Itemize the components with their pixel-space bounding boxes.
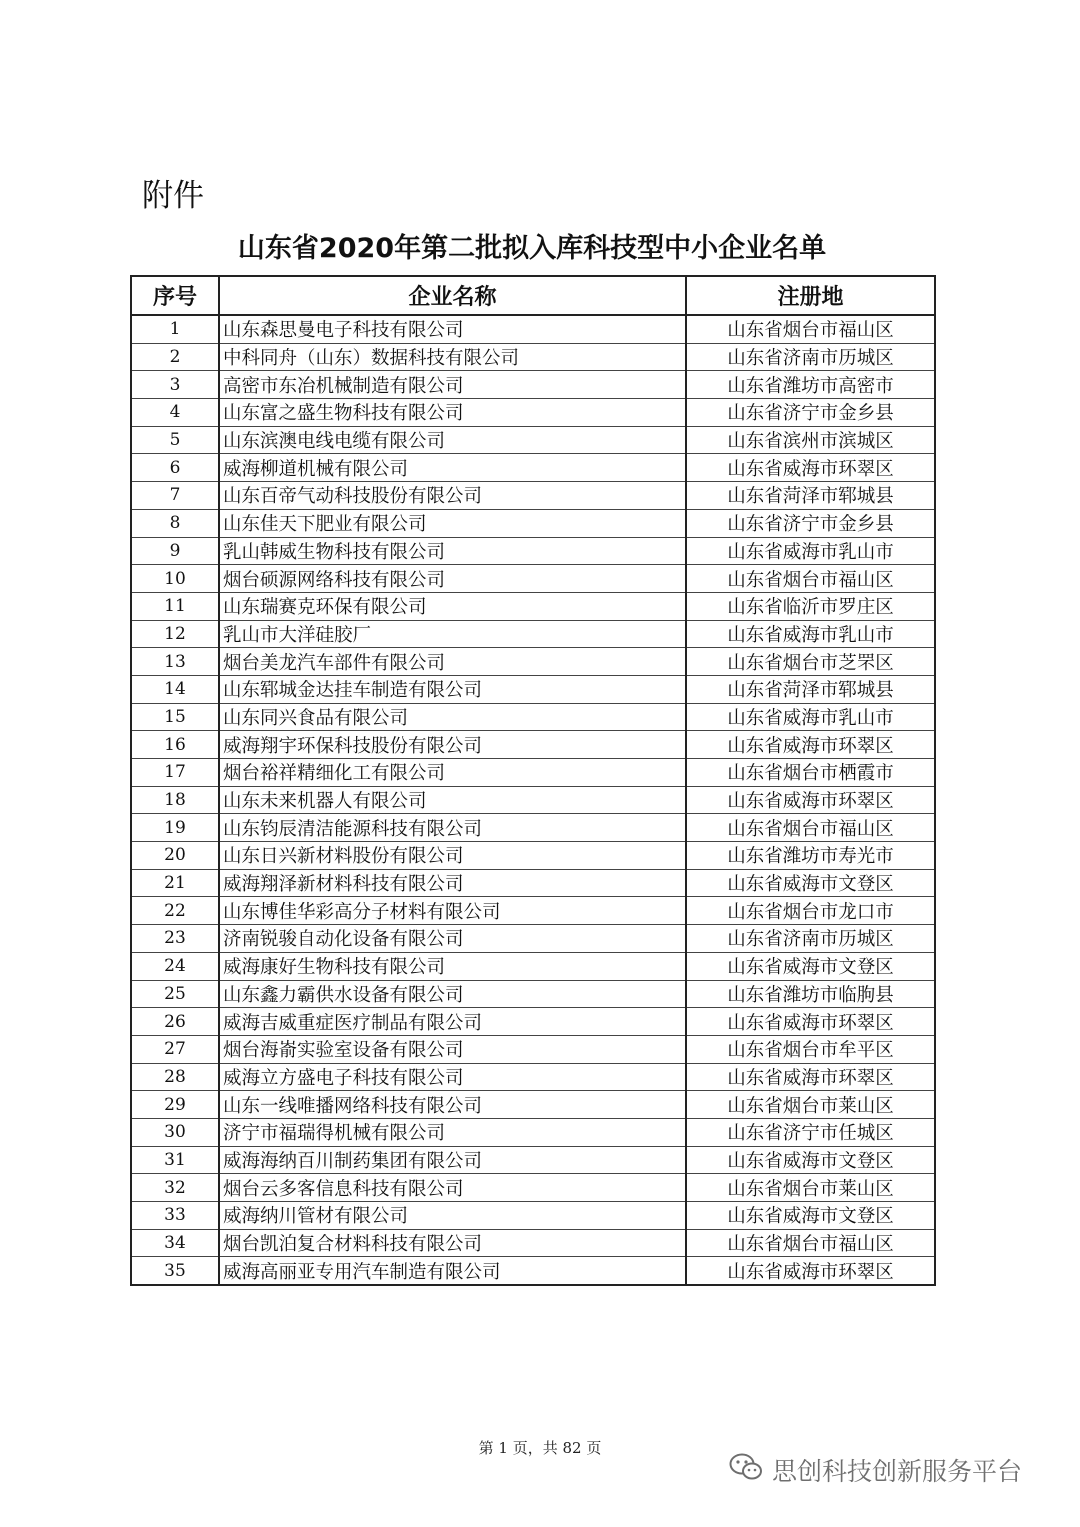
registration-place-cell: 山东省烟台市芝罘区 xyxy=(686,648,935,676)
registration-place-cell: 山东省威海市环翠区 xyxy=(686,1257,935,1285)
company-name-cell: 山东佳天下肥业有限公司 xyxy=(219,509,686,537)
company-name-cell: 烟台云多客信息科技有限公司 xyxy=(219,1174,686,1202)
table-row xyxy=(131,482,935,510)
table-row xyxy=(131,1174,935,1202)
serial-number-cell: 14 xyxy=(131,675,219,703)
table-row xyxy=(131,1091,935,1119)
table-row xyxy=(131,1202,935,1230)
registration-place-cell: 山东省临沂市罗庄区 xyxy=(686,592,935,620)
serial-number-cell: 25 xyxy=(131,980,219,1008)
page-number: 第 1 页，共 82 页 xyxy=(478,1439,602,1457)
registration-place-cell: 山东省威海市文登区 xyxy=(686,952,935,980)
company-name-cell: 山东森思曼电子科技有限公司 xyxy=(219,315,686,343)
attachment-label: 附件 xyxy=(142,178,204,214)
company-name-cell: 烟台凯泊复合材料科技有限公司 xyxy=(219,1229,686,1257)
registration-place-cell: 山东省济宁市金乡县 xyxy=(686,399,935,427)
registration-place-cell: 山东省济南市历城区 xyxy=(686,343,935,371)
serial-number-cell: 19 xyxy=(131,814,219,842)
table-row xyxy=(131,980,935,1008)
registration-place-cell: 山东省菏泽市郓城县 xyxy=(686,675,935,703)
table-row xyxy=(131,897,935,925)
serial-number-cell: 13 xyxy=(131,648,219,676)
registration-place-cell: 山东省潍坊市高密市 xyxy=(686,371,935,399)
table-row xyxy=(131,786,935,814)
registration-place-cell: 山东省潍坊市寿光市 xyxy=(686,842,935,870)
serial-number-cell: 9 xyxy=(131,537,219,565)
registration-place-cell: 山东省威海市乳山市 xyxy=(686,703,935,731)
registration-place-cell: 山东省烟台市莱山区 xyxy=(686,1174,935,1202)
serial-number-cell: 23 xyxy=(131,925,219,953)
serial-number-cell: 20 xyxy=(131,842,219,870)
table-row xyxy=(131,343,935,371)
registration-place-cell: 山东省烟台市栖霞市 xyxy=(686,759,935,787)
company-name-cell: 山东百帝气动科技股份有限公司 xyxy=(219,482,686,510)
serial-number-cell: 24 xyxy=(131,952,219,980)
company-name-cell: 威海翔泽新材料科技有限公司 xyxy=(219,869,686,897)
column-header-company-name: 企业名称 xyxy=(219,276,686,315)
registration-place-cell: 山东省烟台市福山区 xyxy=(686,565,935,593)
company-name-cell: 山东滨澳电线电缆有限公司 xyxy=(219,426,686,454)
serial-number-cell: 32 xyxy=(131,1174,219,1202)
serial-number-cell: 33 xyxy=(131,1202,219,1230)
serial-number-cell: 22 xyxy=(131,897,219,925)
table-row xyxy=(131,1229,935,1257)
table-row xyxy=(131,675,935,703)
serial-number-cell: 30 xyxy=(131,1118,219,1146)
serial-number-cell: 35 xyxy=(131,1257,219,1285)
registration-place-cell: 山东省威海市乳山市 xyxy=(686,620,935,648)
registration-place-cell: 山东省威海市文登区 xyxy=(686,869,935,897)
registration-place-cell: 山东省济宁市任城区 xyxy=(686,1118,935,1146)
company-name-cell: 威海翔宇环保科技股份有限公司 xyxy=(219,731,686,759)
table-row xyxy=(131,509,935,537)
table-row xyxy=(131,371,935,399)
serial-number-cell: 12 xyxy=(131,620,219,648)
table-row xyxy=(131,1257,935,1285)
company-name-cell: 威海康好生物科技有限公司 xyxy=(219,952,686,980)
serial-number-cell: 31 xyxy=(131,1146,219,1174)
column-header-serial: 序号 xyxy=(131,276,219,315)
company-name-cell: 山东同兴食品有限公司 xyxy=(219,703,686,731)
company-name-cell: 威海吉威重症医疗制品有限公司 xyxy=(219,1008,686,1036)
serial-number-cell: 17 xyxy=(131,759,219,787)
company-name-cell: 烟台海嵛实验室设备有限公司 xyxy=(219,1035,686,1063)
company-name-cell: 烟台裕祥精细化工有限公司 xyxy=(219,759,686,787)
serial-number-cell: 34 xyxy=(131,1229,219,1257)
company-name-cell: 山东一线唯播网络科技有限公司 xyxy=(219,1091,686,1119)
serial-number-cell: 28 xyxy=(131,1063,219,1091)
registration-place-cell: 山东省威海市环翠区 xyxy=(686,454,935,482)
registration-place-cell: 山东省济南市历城区 xyxy=(686,925,935,953)
company-name-cell: 山东博佳华彩高分子材料有限公司 xyxy=(219,897,686,925)
company-name-cell: 济宁市福瑞得机械有限公司 xyxy=(219,1118,686,1146)
serial-number-cell: 26 xyxy=(131,1008,219,1036)
registration-place-cell: 山东省威海市乳山市 xyxy=(686,537,935,565)
table-row xyxy=(131,454,935,482)
serial-number-cell: 18 xyxy=(131,786,219,814)
table-row xyxy=(131,1035,935,1063)
serial-number-cell: 6 xyxy=(131,454,219,482)
watermark xyxy=(728,1452,1022,1488)
registration-place-cell: 山东省威海市文登区 xyxy=(686,1146,935,1174)
registration-place-cell: 山东省济宁市金乡县 xyxy=(686,509,935,537)
page-title: 山东省2020年第二批拟入库科技型中小企业名单 xyxy=(237,233,827,264)
table-row xyxy=(131,537,935,565)
registration-place-cell: 山东省菏泽市郓城县 xyxy=(686,482,935,510)
serial-number-cell: 11 xyxy=(131,592,219,620)
registration-place-cell: 山东省烟台市福山区 xyxy=(686,315,935,343)
table-row xyxy=(131,565,935,593)
company-name-cell: 山东富之盛生物科技有限公司 xyxy=(219,399,686,427)
table-header-row xyxy=(131,276,935,315)
company-name-cell: 乳山韩威生物科技有限公司 xyxy=(219,537,686,565)
serial-number-cell: 1 xyxy=(131,315,219,343)
company-name-cell: 山东未来机器人有限公司 xyxy=(219,786,686,814)
serial-number-cell: 10 xyxy=(131,565,219,593)
wechat-icon xyxy=(728,1452,772,1488)
company-name-cell: 济南锐骏自动化设备有限公司 xyxy=(219,925,686,953)
table-row xyxy=(131,759,935,787)
registration-place-cell: 山东省潍坊市临朐县 xyxy=(686,980,935,1008)
table-row xyxy=(131,592,935,620)
company-name-cell: 威海纳川管材有限公司 xyxy=(219,1202,686,1230)
company-name-cell: 烟台美龙汽车部件有限公司 xyxy=(219,648,686,676)
serial-number-cell: 8 xyxy=(131,509,219,537)
company-name-cell: 威海立方盛电子科技有限公司 xyxy=(219,1063,686,1091)
registration-place-cell: 山东省威海市环翠区 xyxy=(686,1008,935,1036)
table-row xyxy=(131,731,935,759)
company-name-cell: 威海高丽亚专用汽车制造有限公司 xyxy=(219,1257,686,1285)
enterprise-table xyxy=(130,275,936,1286)
company-name-cell: 威海柳道机械有限公司 xyxy=(219,454,686,482)
table-row xyxy=(131,703,935,731)
table-row xyxy=(131,925,935,953)
table-row xyxy=(131,315,935,343)
serial-number-cell: 3 xyxy=(131,371,219,399)
table-row xyxy=(131,1118,935,1146)
company-name-cell: 烟台硕源网络科技有限公司 xyxy=(219,565,686,593)
company-name-cell: 高密市东冶机械制造有限公司 xyxy=(219,371,686,399)
serial-number-cell: 4 xyxy=(131,399,219,427)
serial-number-cell: 21 xyxy=(131,869,219,897)
table-body xyxy=(131,315,935,1285)
serial-number-cell: 7 xyxy=(131,482,219,510)
table-row xyxy=(131,842,935,870)
table-row xyxy=(131,814,935,842)
table-row xyxy=(131,648,935,676)
registration-place-cell: 山东省烟台市福山区 xyxy=(686,814,935,842)
serial-number-cell: 2 xyxy=(131,343,219,371)
company-name-cell: 山东鑫力霸供水设备有限公司 xyxy=(219,980,686,1008)
serial-number-cell: 15 xyxy=(131,703,219,731)
company-name-cell: 山东钧辰清洁能源科技有限公司 xyxy=(219,814,686,842)
watermark-text: 思创科技创新服务平台 xyxy=(772,1457,1023,1486)
table-row xyxy=(131,869,935,897)
registration-place-cell: 山东省烟台市莱山区 xyxy=(686,1091,935,1119)
registration-place-cell: 山东省烟台市龙口市 xyxy=(686,897,935,925)
registration-place-cell: 山东省滨州市滨城区 xyxy=(686,426,935,454)
registration-place-cell: 山东省威海市文登区 xyxy=(686,1202,935,1230)
table-row xyxy=(131,399,935,427)
company-name-cell: 山东日兴新材料股份有限公司 xyxy=(219,842,686,870)
table-row xyxy=(131,1146,935,1174)
company-name-cell: 中科同舟（山东）数据科技有限公司 xyxy=(219,343,686,371)
registration-place-cell: 山东省威海市环翠区 xyxy=(686,731,935,759)
registration-place-cell: 山东省威海市环翠区 xyxy=(686,1063,935,1091)
company-name-cell: 山东郓城金达挂车制造有限公司 xyxy=(219,675,686,703)
registration-place-cell: 山东省烟台市福山区 xyxy=(686,1229,935,1257)
table-row xyxy=(131,952,935,980)
table-row xyxy=(131,1063,935,1091)
serial-number-cell: 27 xyxy=(131,1035,219,1063)
company-name-cell: 山东瑞赛克环保有限公司 xyxy=(219,592,686,620)
company-name-cell: 威海海纳百川制药集团有限公司 xyxy=(219,1146,686,1174)
serial-number-cell: 5 xyxy=(131,426,219,454)
registration-place-cell: 山东省威海市环翠区 xyxy=(686,786,935,814)
table-row xyxy=(131,426,935,454)
company-name-cell: 乳山市大洋硅胶厂 xyxy=(219,620,686,648)
registration-place-cell: 山东省烟台市牟平区 xyxy=(686,1035,935,1063)
table-row xyxy=(131,620,935,648)
table-row xyxy=(131,1008,935,1036)
serial-number-cell: 16 xyxy=(131,731,219,759)
column-header-registration-place: 注册地 xyxy=(686,276,935,315)
serial-number-cell: 29 xyxy=(131,1091,219,1119)
